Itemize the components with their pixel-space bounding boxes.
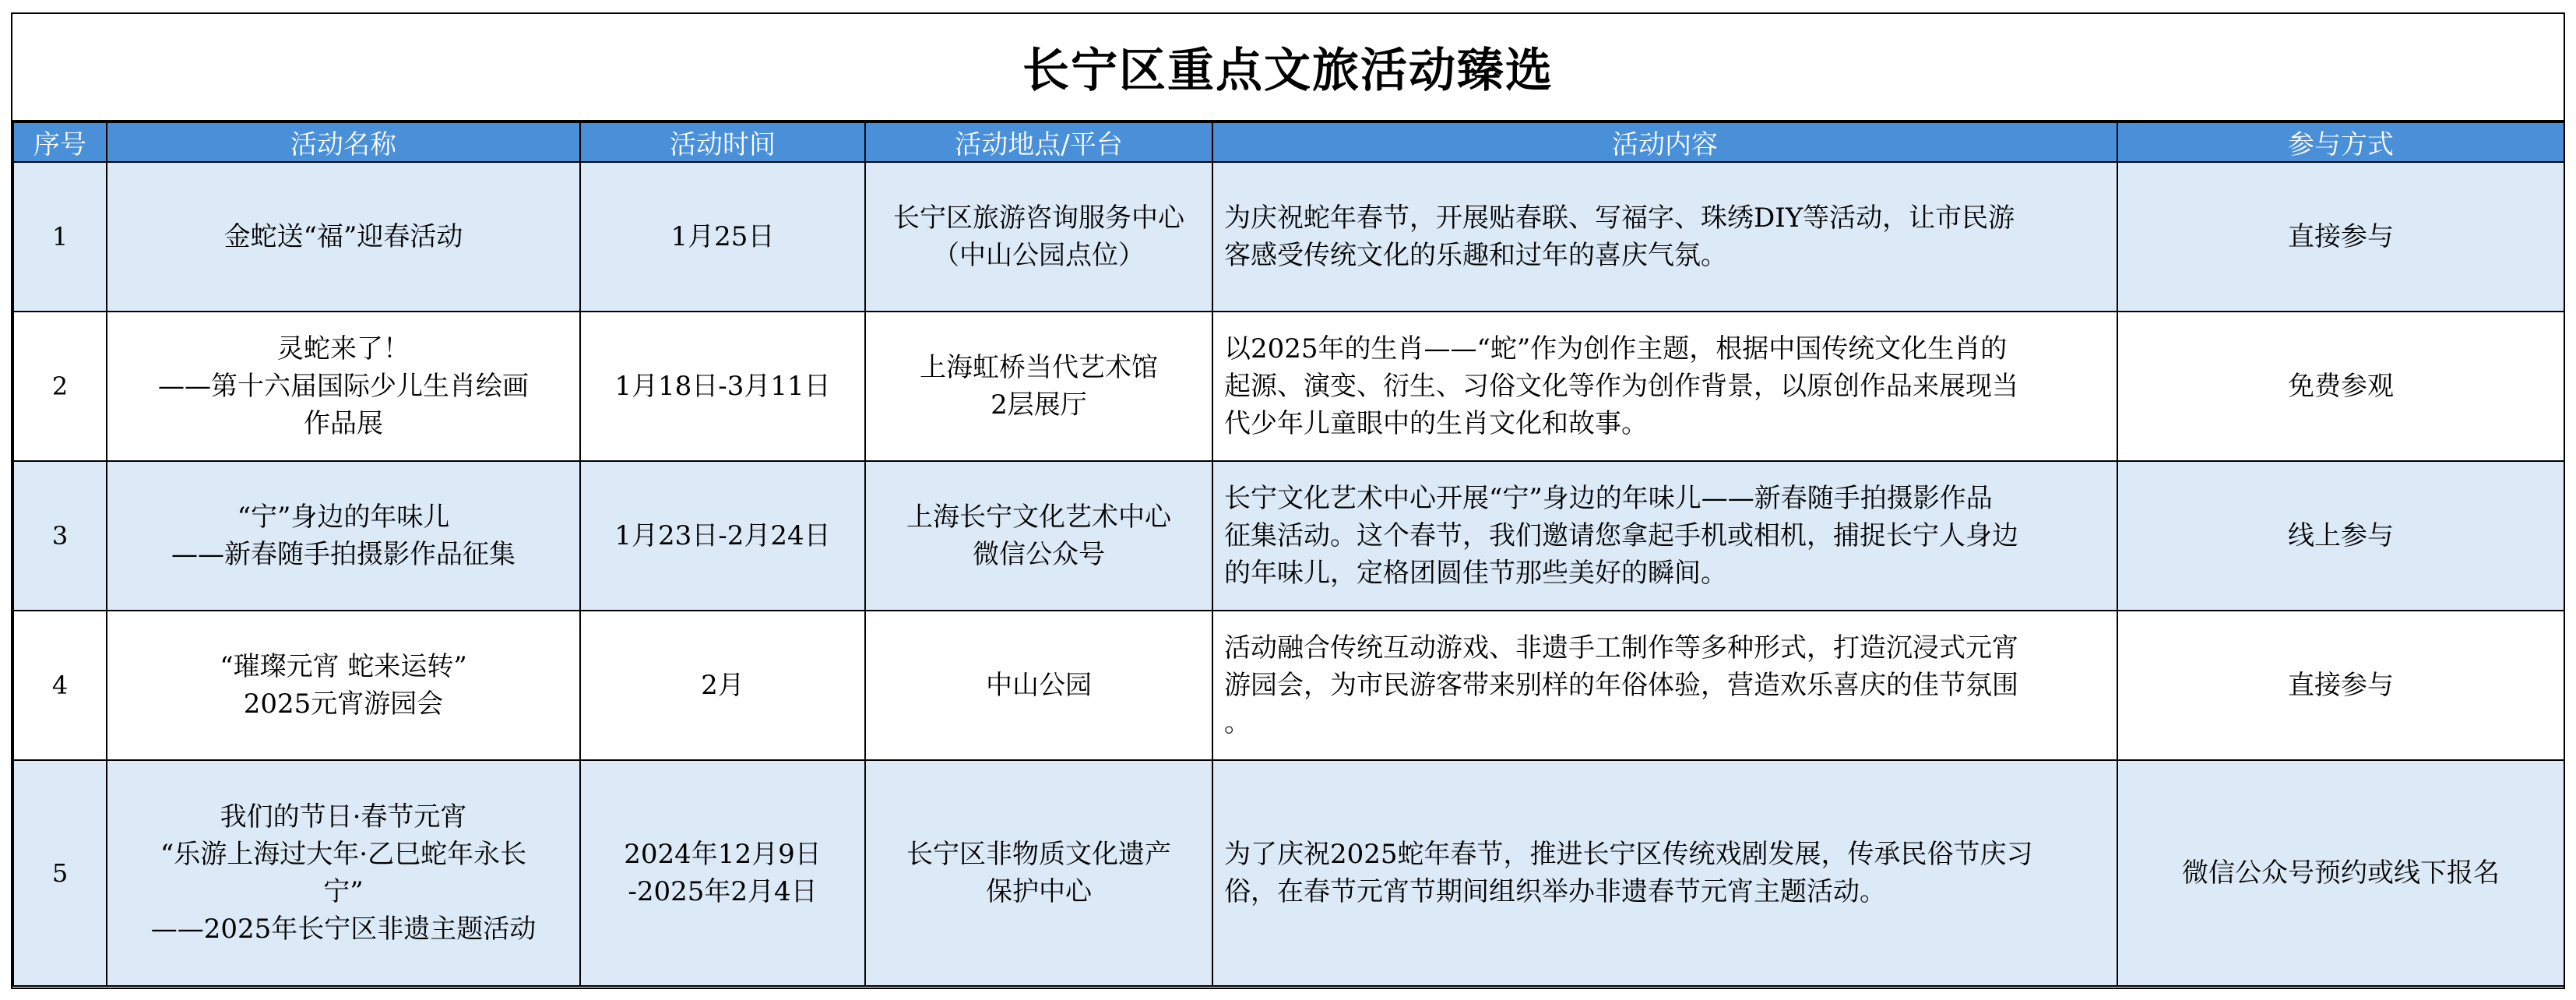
cell-time-line: 1月18日-3月11日 — [614, 371, 831, 402]
table-header-row — [13, 122, 2564, 162]
cell-content-line: 的年味儿，定格团圆佳节那些美好的瞬间。 — [1224, 558, 1727, 589]
cell-name-line: ——新春随手拍摄影作品征集 — [171, 539, 516, 570]
cell-content-line: 客感受传统文化的乐趣和过年的喜庆气氛。 — [1224, 240, 1727, 271]
cell-content-line: 。 — [1224, 707, 1251, 738]
cell-name — [107, 312, 580, 461]
cell-place — [865, 461, 1212, 611]
cell-content-line: 起源、演变、衍生、习俗文化等作为创作背景，以原创作品来展现当 — [1224, 371, 2018, 402]
cell-content-line: 活动融合传统互动游戏、非遗手工制作等多种形式，打造沉浸式元宵 — [1224, 632, 2018, 664]
cell-content-line: 游园会，为市民游客带来别样的年俗体验，营造欢乐喜庆的佳节氛围 — [1224, 670, 2018, 701]
document-sheet — [11, 12, 2565, 989]
cell-content-line: 为庆祝蛇年春节，开展贴春联、写福字、珠绣DIY等活动，让市民游 — [1224, 202, 2015, 234]
cell-name-line: 2025元宵游园会 — [243, 688, 444, 720]
cell-name — [107, 162, 580, 312]
column-header-place: 活动地点/平台 — [865, 122, 1212, 162]
table-row — [13, 611, 2564, 760]
cell-name-line: “璀璨元宵 蛇来运转” — [220, 651, 467, 682]
cell-place-line: 中山公园 — [986, 670, 1092, 701]
cell-no: 5 — [13, 760, 107, 986]
cell-name-line: ——2025年长宁区非遗主题活动 — [150, 914, 537, 945]
page-title: 长宁区重点文旅活动臻选 — [12, 14, 2564, 121]
cell-place — [865, 760, 1212, 986]
cell-place-line: 微信公众号 — [973, 539, 1105, 570]
cell-content-line: 长宁文化艺术中心开展“宁”身边的年味儿——新春随手拍摄影作品 — [1224, 483, 1993, 514]
cell-place — [865, 611, 1212, 760]
cell-place-line: 保护中心 — [986, 876, 1092, 907]
column-header-no: 序号 — [13, 122, 107, 162]
cell-place-line: 2层展厅 — [991, 389, 1087, 421]
cell-content — [1212, 611, 2117, 760]
cell-method: 直接参与 — [2117, 162, 2564, 312]
cell-time — [580, 461, 865, 611]
cell-time-line: 2024年12月9日 — [624, 839, 822, 870]
activity-table — [12, 121, 2565, 987]
cell-name-line: 金蛇送“福”迎春活动 — [223, 221, 463, 252]
cell-content-line: 以2025年的生肖——“蛇”作为创作主题，根据中国传统文化生肖的 — [1224, 333, 2008, 364]
cell-content — [1212, 760, 2117, 986]
cell-place-line: 长宁区非物质文化遗产 — [906, 839, 1171, 870]
table-row — [13, 461, 2564, 611]
cell-content — [1212, 162, 2117, 312]
cell-time — [580, 760, 865, 986]
cell-name-line: ——第十六届国际少儿生肖绘画 — [158, 371, 529, 402]
cell-name — [107, 760, 580, 986]
cell-place — [865, 312, 1212, 461]
cell-time-line: 2月 — [701, 670, 744, 701]
cell-name-line: 我们的节日·春节元宵 — [220, 801, 467, 833]
cell-content — [1212, 312, 2117, 461]
cell-content-line: 征集活动。这个春节，我们邀请您拿起手机或相机，捕捉长宁人身边 — [1224, 520, 2018, 551]
table-row — [13, 760, 2564, 986]
column-header-content: 活动内容 — [1212, 122, 2117, 162]
cell-no: 4 — [13, 611, 107, 760]
cell-content-line: 俗，在春节元宵节期间组织举办非遗春节元宵主题活动。 — [1224, 876, 1886, 907]
cell-time-line: 1月25日 — [670, 221, 775, 252]
column-header-time: 活动时间 — [580, 122, 865, 162]
cell-no: 1 — [13, 162, 107, 312]
cell-time — [580, 162, 865, 312]
cell-place-line: 长宁区旅游咨询服务中心 — [893, 202, 1184, 234]
cell-method: 微信公众号预约或线下报名 — [2117, 760, 2564, 986]
cell-name-line: “宁”身边的年味儿 — [237, 502, 450, 533]
cell-no: 2 — [13, 312, 107, 461]
cell-time — [580, 312, 865, 461]
cell-name-line: “乐游上海过大年·乙巳蛇年永长 — [160, 839, 527, 870]
column-header-method: 参与方式 — [2117, 122, 2564, 162]
cell-content-line: 代少年儿童眼中的生肖文化和故事。 — [1224, 408, 1648, 439]
cell-name — [107, 611, 580, 760]
cell-name — [107, 461, 580, 611]
cell-place — [865, 162, 1212, 312]
table-row — [13, 312, 2564, 461]
table-row — [13, 162, 2564, 312]
cell-place-line: 上海长宁文化艺术中心 — [906, 502, 1171, 533]
cell-method: 直接参与 — [2117, 611, 2564, 760]
cell-name-line: 宁” — [323, 876, 364, 907]
cell-no: 3 — [13, 461, 107, 611]
cell-time — [580, 611, 865, 760]
cell-time-line: -2025年2月4日 — [628, 876, 818, 907]
cell-content — [1212, 461, 2117, 611]
cell-name-line: 灵蛇来了！ — [277, 333, 410, 364]
cell-time-line: 1月23日-2月24日 — [614, 520, 831, 551]
cell-method: 免费参观 — [2117, 312, 2564, 461]
column-header-name: 活动名称 — [107, 122, 580, 162]
cell-name-line: 作品展 — [304, 408, 383, 439]
cell-content-line: 为了庆祝2025蛇年春节，推进长宁区传统戏剧发展，传承民俗节庆习 — [1224, 839, 2033, 870]
cell-method: 线上参与 — [2117, 461, 2564, 611]
cell-place-line: （中山公园点位） — [933, 240, 1145, 271]
cell-place-line: 上海虹桥当代艺术馆 — [920, 352, 1158, 383]
